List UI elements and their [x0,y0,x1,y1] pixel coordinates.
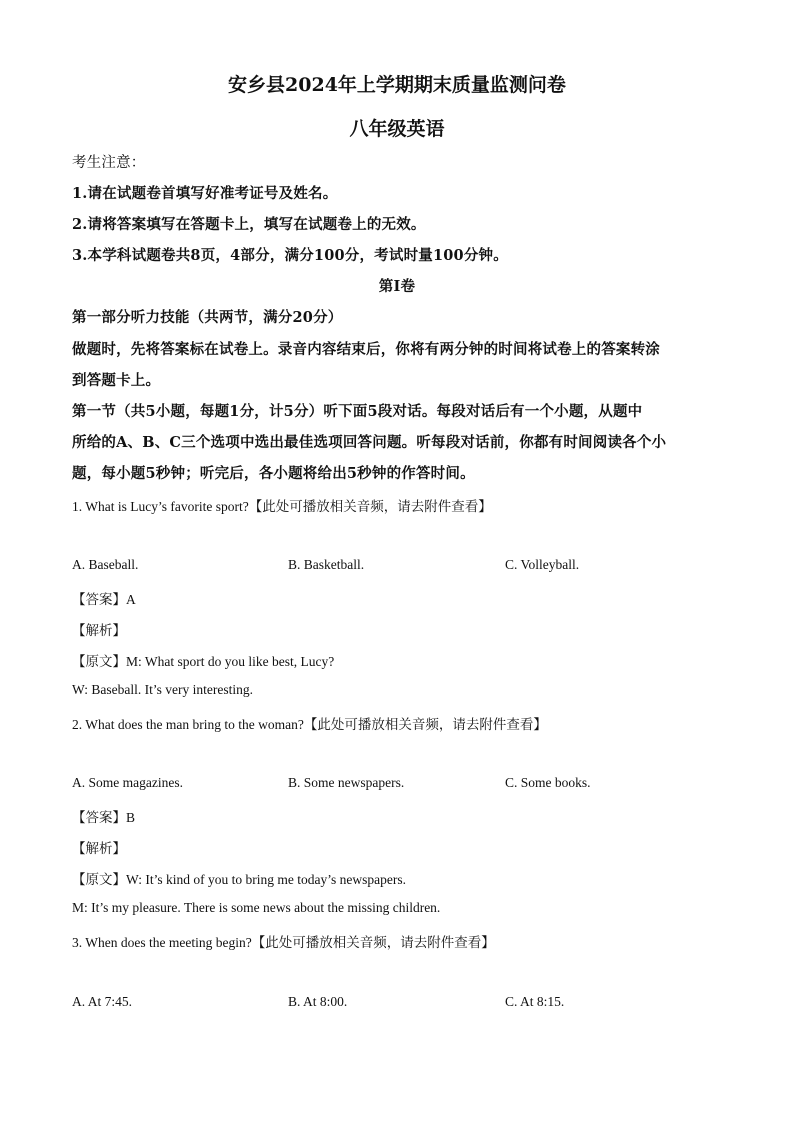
notice-item-2: 2.请将答案填写在答题卡上，填写在试题卷上的无效。 [72,216,426,233]
exam-subtitle: 八年级英语 [349,118,445,140]
question-2-transcript-2: M: It’s my pleasure. There is some news about the missing children. [72,900,441,915]
question-3-option-b: B. At 8:00. [288,994,348,1009]
question-1-analysis: 【解析】 [72,623,126,638]
part1-instruction-1: 做题时，先将答案标在试卷上。录音内容结束后，你将有两分钟的时间将试卷上的答案转涂 [72,341,660,358]
part1-instruction-2: 到答题卡上。 [72,372,161,389]
exam-title: 安乡县2024年上学期期末质量监测问卷 [228,74,566,96]
question-2-answer: 【答案】B [72,810,136,825]
question-1-option-a: A. Baseball. [72,557,139,572]
question-2-transcript-1: 【原文】W: It’s kind of you to bring me today’s newspapers. [72,872,406,887]
volume-label: 第I卷 [378,278,416,295]
notice-heading: 考生注意： [72,155,146,171]
question-3-stem: 3. When does the meeting begin?【此处可播放相关音频，请去附件查看】 [72,935,495,950]
question-2-option-c: C. Some books. [505,775,591,790]
notice-item-3: 3.本学科试题卷共8页，4部分，满分100分，考试时量100分钟。 [72,247,508,264]
question-1-stem: 1. What is Lucy’s favorite sport?【此处可播放相关音频，请去附件查看】 [72,499,492,514]
part1-title: 第一部分听力技能（共两节，满分20分） [72,309,343,326]
question-1-transcript-2: W: Baseball. It’s very interesting. [72,682,253,697]
section1-line-1: 第一节（共5小题，每题1分，计5分）听下面5段对话。每段对话后有一个小题，从题中 [72,403,643,420]
question-2-option-a: A. Some magazines. [72,775,183,790]
question-2-stem: 2. What does the man bring to the woman?【此处可播放相关音频，请去附件查看】 [72,717,547,732]
section1-line-3: 题，每小题5秒钟；听完后，各小题将给出5秒钟的作答时间。 [72,465,475,482]
question-1-option-c: C. Volleyball. [505,557,580,572]
question-1-option-b: B. Basketball. [288,557,365,572]
question-3-option-a: A. At 7:45. [72,994,133,1009]
question-1-answer: 【答案】A [72,592,136,607]
question-3-option-c: C. At 8:15. [505,994,565,1009]
notice-item-1: 1.请在试题卷首填写好准考证号及姓名。 [72,185,338,202]
question-2-option-b: B. Some newspapers. [288,775,405,790]
section1-line-2: 所给的A、B、C三个选项中选出最佳选项回答问题。听每段对话前，你都有时间阅读各个小 [72,434,667,451]
question-2-analysis: 【解析】 [72,841,126,856]
question-1-transcript-1: 【原文】M: What sport do you like best, Lucy? [72,654,335,669]
